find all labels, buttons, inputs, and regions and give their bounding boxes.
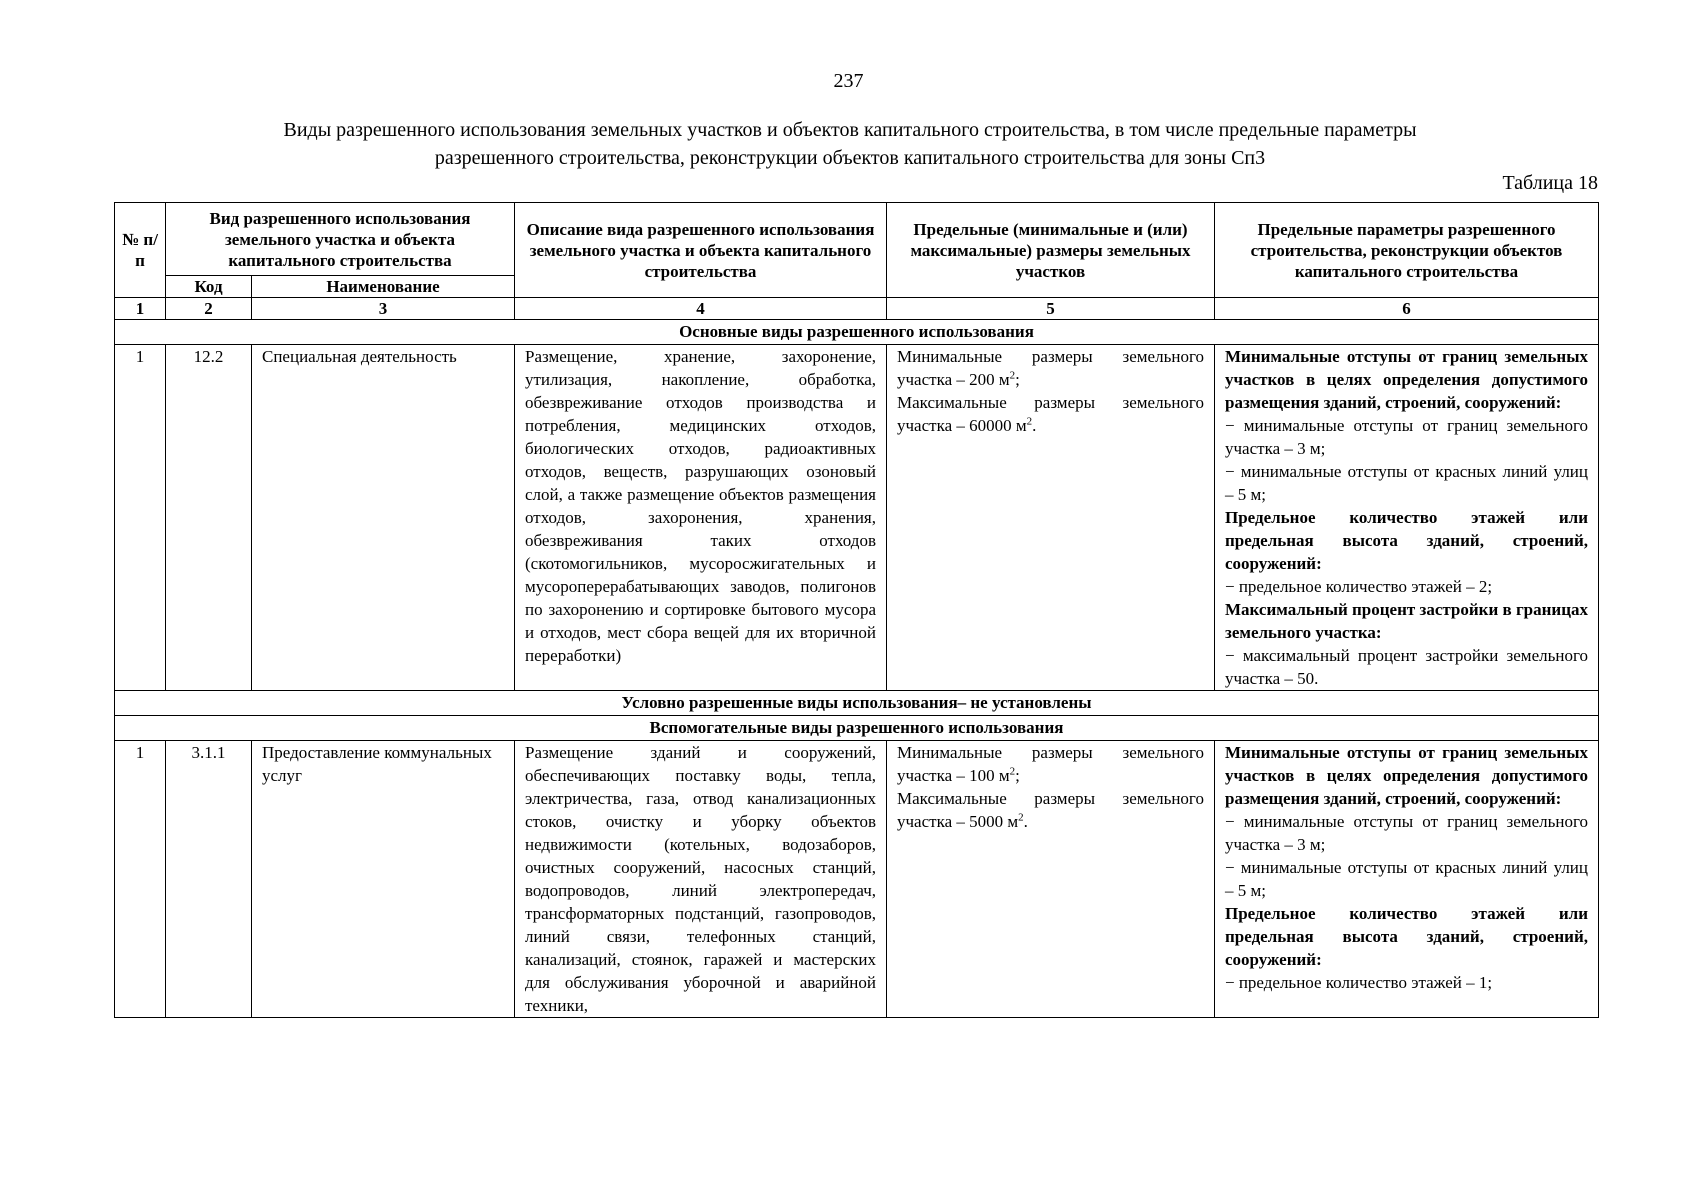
size-max: Максимальные размеры земельного участка – 60000 $м^2$. xyxy=(897,393,1204,435)
row-params xyxy=(1215,741,1599,1018)
param-heading: Предельное количество этажей или предельная высота зданий, строений, сооружений: xyxy=(1225,508,1588,573)
param-item: − предельное количество этажей – 2; xyxy=(1225,577,1493,596)
land-use-table xyxy=(114,202,1599,1018)
param-heading: Минимальные отступы от границ земельных участков в целях определения допустимого размещения зданий, строений, сооружений: xyxy=(1225,743,1588,808)
param-item: − минимальные отступы от красных линий улиц – 5 м; xyxy=(1225,858,1588,900)
col-number: 6 xyxy=(1215,298,1599,320)
row-num: 1 xyxy=(115,345,166,691)
document-title xyxy=(150,116,1550,172)
header-code: Код xyxy=(166,276,252,298)
table-row xyxy=(115,741,1599,1018)
size-min: Минимальные размеры земельного участка – 200 $м^2$; xyxy=(897,347,1204,389)
row-description: Размещение зданий и сооружений, обеспечивающих поставку воды, тепла, электричества, газа, отвод канализационных стоков, очистку и уборку объектов недвижимости (котельных, водозаборов, очистных сооружений, насосных станций, водопроводов, линий электропередач, трансформаторных подстанций, газопроводов, линий связи, телефонных станций, канализаций, стоянок, гаражей и мастерских для обслуживания уборочной и аварийной техники, xyxy=(515,741,887,1018)
param-item: − предельное количество этажей – 1; xyxy=(1225,973,1493,992)
col-number: 3 xyxy=(252,298,515,320)
title-line-2: разрешенного строительства, реконструкции объектов капитального строительства для зоны Сп3 xyxy=(434,147,1266,169)
row-code: 3.1.1 xyxy=(166,741,252,1018)
size-max: Максимальные размеры земельного участка – 5000 $м^2$. xyxy=(897,789,1204,831)
section-heading: Условно разрешенные виды использования– не установлены xyxy=(115,691,1599,716)
param-item: − минимальные отступы от границ земельного участка – 3 м; xyxy=(1225,416,1588,458)
header-params: Предельные параметры разрешенного строительства, реконструкции объектов капитального строительства xyxy=(1215,203,1599,298)
row-sizes xyxy=(887,741,1215,1018)
header-description: Описание вида разрешенного использования земельного участка и объекта капитального строительства xyxy=(515,203,887,298)
section-heading: Вспомогательные виды разрешенного использования xyxy=(115,716,1599,741)
col-number: 2 xyxy=(166,298,252,320)
column-number-row xyxy=(115,298,1599,320)
param-heading: Максимальный процент застройки в границах земельного участка: xyxy=(1225,600,1589,642)
row-num: 1 xyxy=(115,741,166,1018)
param-item: − минимальные отступы от границ земельного участка – 3 м; xyxy=(1225,812,1588,854)
header-sizes: Предельные (минимальные и (или) максимальные) размеры земельных участков xyxy=(887,203,1215,298)
row-name: Специальная деятельность xyxy=(252,345,515,691)
section-row-auxiliary xyxy=(115,716,1599,741)
param-item: − минимальные отступы от красных линий улиц – 5 м; xyxy=(1225,462,1588,504)
row-params xyxy=(1215,345,1599,691)
header-num: № п/п xyxy=(115,203,166,298)
table-row xyxy=(115,345,1599,691)
title-line-1: Виды разрешенного использования земельных участков и объектов капитального строительства, в том числе предельные параметры xyxy=(283,119,1417,141)
param-heading: Предельное количество этажей или предельная высота зданий, строений, сооружений: xyxy=(1225,904,1588,969)
header-row-1 xyxy=(115,203,1599,276)
row-code: 12.2 xyxy=(166,345,252,691)
section-heading: Основные виды разрешенного использования xyxy=(115,320,1599,345)
section-row-conditional xyxy=(115,691,1599,716)
row-sizes xyxy=(887,345,1215,691)
row-description: Размещение, хранение, захоронение, утилизация, накопление, обработка, обезвреживание отходов производства и потребления, медицинских отходов, биологических отходов, радиоактивных отходов, веществ, разрушающих озоновый слой, а также размещение объектов размещения отходов, захоронения, хранения, обезвреживания таких отходов (скотомогильников, мусоросжигательных и мусороперерабатывающих заводов, полигонов по захоронению и сортировке бытового мусора и отходов, мест сбора вещей для их вторичной переработки) xyxy=(515,345,887,691)
col-number: 5 xyxy=(887,298,1215,320)
header-name: Наименование xyxy=(252,276,515,298)
size-min: Минимальные размеры земельного участка – 100 $м^2$; xyxy=(897,743,1204,785)
section-row-main xyxy=(115,320,1599,345)
col-number: 1 xyxy=(115,298,166,320)
header-use-type: Вид разрешенного использования земельного участка и объекта капитального строительства xyxy=(166,203,515,276)
col-number: 4 xyxy=(515,298,887,320)
param-item: − максимальный процент застройки земельного участка – 50. xyxy=(1225,646,1588,688)
page-number: 237 xyxy=(833,70,864,92)
row-name: Предоставление коммунальных услуг xyxy=(252,741,515,1018)
table-label: Таблица 18 xyxy=(1502,172,1598,194)
param-heading: Минимальные отступы от границ земельных участков в целях определения допустимого размещения зданий, строений, сооружений: xyxy=(1225,347,1588,412)
